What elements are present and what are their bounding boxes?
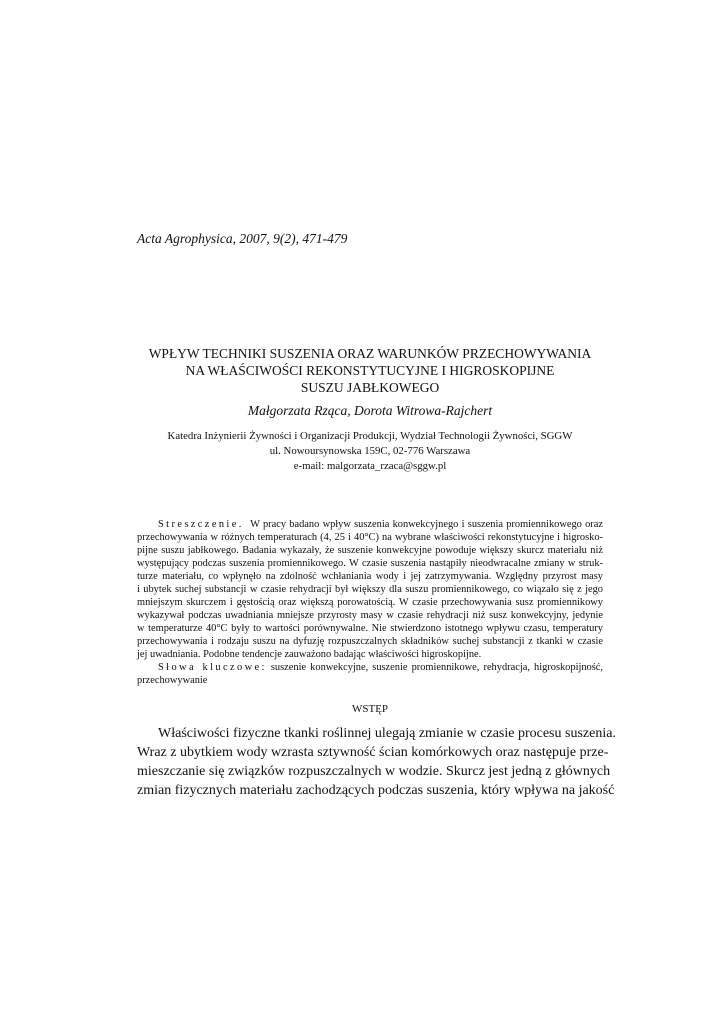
intro-line: Właściwości fizyczne tkanki roślinnej ulegają zmianie w czasie procesu suszenia. [158, 726, 616, 741]
abstract-line: pijne suszu jabłkowego. Badania wykazały, że suszenie konwekcyjne powoduje większy skurcz materiału niż [137, 545, 603, 556]
affiliation-line: ul. Nowoursynowska 159C, 02-776 Warszawa [269, 445, 471, 457]
abstract-line: i ubytek suchej substancji w czasie rehydracji był większy dla suszu promiennikowego, co wiązało się z jego [137, 584, 603, 595]
intro-line: Wraz z ubytkiem wody wzrasta sztywność ścian komórkowych oraz następuje prze- [137, 745, 609, 760]
affiliation [137, 429, 603, 474]
title-line: SUSZU JABŁKOWEGO [300, 380, 440, 395]
abstract-line: jej uwadniania. Podobne tendencje zauważono badając właściwości higroskopijne. [137, 649, 482, 660]
section-heading: WSTĘP [351, 703, 389, 715]
abstract-line [137, 518, 603, 531]
title-line: NA WŁAŚCIWOŚCI REKONSTYTUCYJNE I HIGROSKOPIJNE [185, 363, 555, 378]
abstract-line: przechowywania i rodzaju suszu na dyfuzję rozpuszczalnych składników suchej substancji z tkanki w czasie [137, 636, 603, 647]
intro-line: mieszczanie się związków rozpuszczalnych w wodzie. Skurcz jest jedną z głównych [137, 764, 611, 779]
abstract-line: turze materiału, co wpłynęło na zdolność wchłaniania wody i jej zatrzymywania. Względny przyrost masy [137, 571, 603, 582]
keywords-label: Słowa kluczowe: [158, 662, 267, 673]
abstract-line: wykazywał podczas uwadniania mniejsze przyrosty masy w czasie rehydracji niż susz konwekcyjny, jedynie [137, 610, 603, 621]
keywords-line: przechowywanie [137, 675, 208, 686]
abstract-line: przechowywania w różnych temperaturach (4, 25 i 40°C) na wybrane właściwości rekonstytucyjne i higrosko- [137, 532, 603, 543]
article-title [137, 345, 603, 396]
title-line: WPŁYW TECHNIKI SUSZENIA ORAZ WARUNKÓW PRZECHOWYWANIA [148, 346, 592, 361]
abstract-line: w temperaturze 40°C były to wartości porównywalne. Nie stwierdzono istotnego wpływu czasu, temperatury [137, 623, 603, 634]
abstract-label: Streszczenie. [158, 519, 244, 530]
abstract [137, 518, 603, 687]
abstract-line: mniejszym skurczem i gęstością oraz większą porowatością. W czasie przechowywania susz promiennikowy [137, 597, 603, 608]
intro-paragraph [137, 724, 616, 800]
abstract-text: W pracy badano wpływ suszenia konwekcyjnego i suszenia promiennikowego oraz [250, 519, 603, 530]
intro-line: zmian fizycznych materiału zachodzących podczas suszenia, który wpływa na jakość [137, 783, 615, 798]
authors: Małgorzata Rząca, Dorota Witrowa-Rajchert [247, 403, 493, 418]
keywords-text: suszenie konwekcyjne, suszenie promiennikowe, rehydracja, higroskopijność, [270, 662, 603, 673]
journal-reference: Acta Agrophysica, 2007, 9(2), 471-479 [137, 231, 348, 246]
affiliation-email: e-mail: malgorzata_rzaca@sggw.pl [293, 460, 447, 472]
keywords-line [137, 661, 603, 674]
affiliation-line: Katedra Inżynierii Żywności i Organizacji Produkcji, Wydział Technologii Żywności, SGGW [167, 430, 573, 442]
abstract-line: występujący podczas suszenia promiennikowego. W czasie suszenia nastąpiły nieodwracalne zmiany w struk- [137, 558, 603, 569]
